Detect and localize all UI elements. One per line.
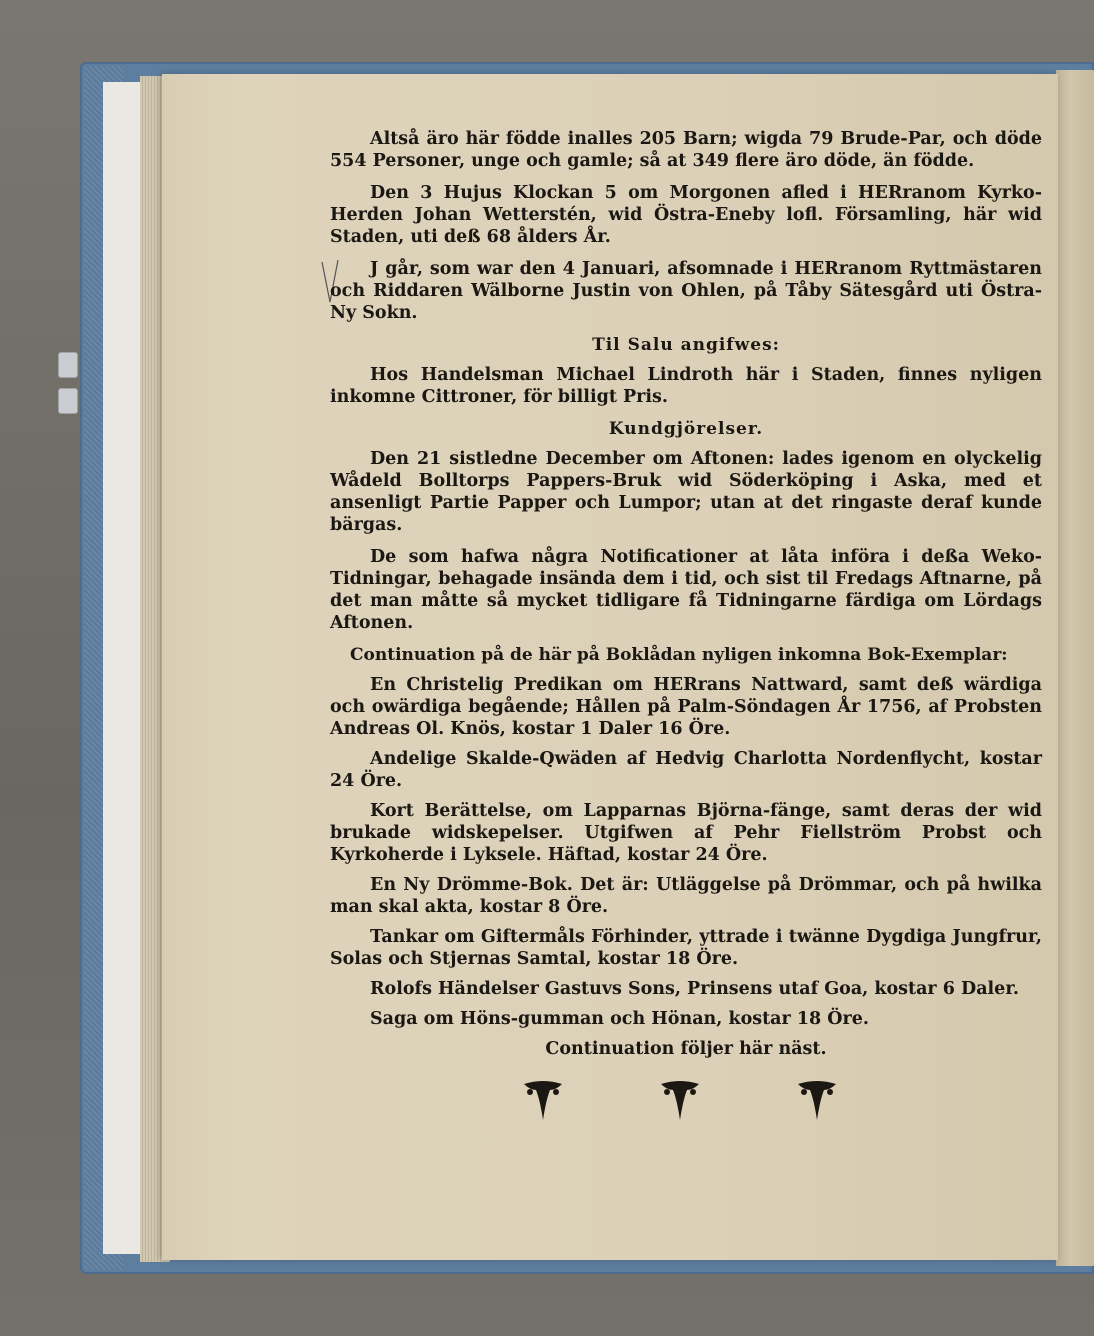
heading-announcements: Kundgjörelser. [608, 419, 764, 439]
book-item: En Christelig Predikan om HERrans Nattward, samt deß wärdiga och owärdiga begående; Hållen på Palm-Söndagen År 1756, af Probsten Andreas Ol. Knös, kostar 1 Daler 16 Öre. [330, 675, 1042, 739]
book-item: Kort Berättelse, om Lapparnas Björna-fänge, samt deras der wid brukade widskepelser. Utgifwen af Pehr Fiellström Probst och Kyrkoherde i Lyksele. Häftad, kostar 24 Öre. [330, 801, 1042, 865]
book-item: Tankar om Giftermåls Förhinder, yttrade i twänne Dygdiga Jungfrur, Solas och Stjernas Samtal, kostar 18 Öre. [330, 927, 1042, 969]
births-deaths-summary: Altså äro här födde inalles 205 Barn; wigda 79 Brude-Par, och döde 554 Personer, unge och gamle; så at 349 flere äro döde, än födde. [330, 129, 1042, 171]
death-notice-wetterstén: Den 3 Hujus Klockan 5 om Morgonen afled i HERranom Kyrko-Herden Johan Wetterstén, wid Östra-Eneby lofl. Församling, här wid Staden, uti deß 68 ålders År. [330, 183, 1042, 247]
page-text [330, 128, 1042, 1060]
binder-clip-lower [58, 388, 78, 414]
book-item: Andelige Skalde-Qwäden af Hedvig Charlotta Nordenflycht, kostar 24 Öre. [330, 749, 1042, 791]
fleuron-ornament-icon [657, 1078, 703, 1124]
book-item: Saga om Höns-gumman och Hönan, kostar 18 Öre. [370, 1009, 869, 1029]
heading-for-sale: Til Salu angifwes: [592, 335, 780, 355]
ornament-row [520, 1078, 840, 1128]
binder-clip-upper [58, 352, 78, 378]
folded-page-edge [1056, 70, 1094, 1266]
book-item: En Ny Drömme-Bok. Det är: Utläggelse på Drömmar, och på hwilka man skal akta, kostar 8 Öre. [330, 875, 1042, 917]
heading-book-continuation: Continuation på de här på Boklådan nyligen inkomna Bok-Exemplar: [350, 645, 1008, 665]
fire-notice: Den 21 sistledne December om Aftonen: lades igenom en olyckelig Wådeld Bolltorps Pappers-Bruk wid Söderköping i Aska, med et ansenligt Partie Papper och Lumpor; utan at det ringaste deraf kunde bärgas. [330, 449, 1042, 535]
closing-line: Continuation följer här näst. [545, 1039, 827, 1059]
sale-notice: Hos Handelsman Michael Lindroth här i Staden, finnes nyligen inkomne Cittroner, för billigt Pris. [330, 365, 1042, 407]
book-item: Rolofs Händelser Gastuvs Sons, Prinsens utaf Goa, kostar 6 Daler. [370, 979, 1020, 999]
death-notice-von-ohlen: J går, som war den 4 Januari, afsomnade i HERranom Ryttmästaren och Riddaren Wälborne Justin von Ohlen, på Tåby Sätesgård uti Östra-Ny Sokn. [330, 259, 1042, 323]
submission-notice: De som hafwa några Notificationer at låta införa i deßa Weko-Tidningar, behagade insända dem i tid, och sist til Fredags Aftnarne, på det man måtte så mycket tidligare få Tidningarne färdiga om Lördags Aftonen. [330, 547, 1042, 633]
fleuron-ornament-icon [794, 1078, 840, 1124]
fleuron-ornament-icon [520, 1078, 566, 1124]
